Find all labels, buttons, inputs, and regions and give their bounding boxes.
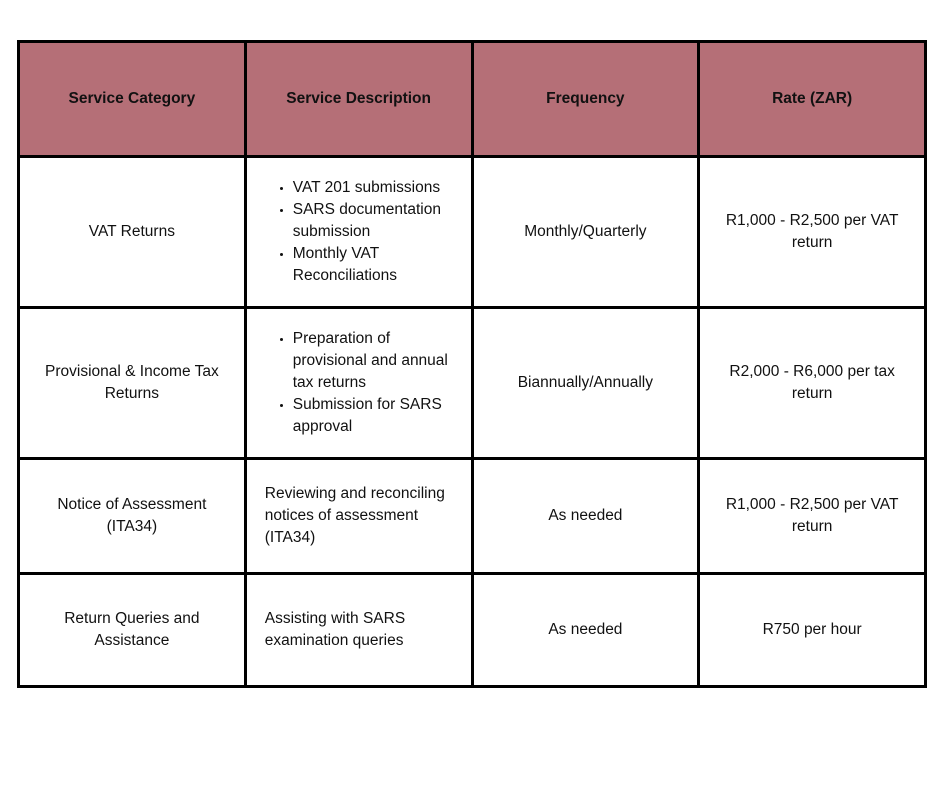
services-table-container — [17, 40, 924, 688]
cell-description: Reviewing and reconciling notices of assessment (ITA34) — [245, 459, 472, 574]
description-list-item: • Submission for SARS approval — [293, 394, 457, 438]
cell-description: Assisting with SARS examination queries — [245, 574, 472, 687]
description-list-item: • VAT 201 submissions — [293, 177, 457, 199]
cell-category: VAT Returns — [19, 157, 246, 308]
cell-description — [245, 308, 472, 459]
cell-frequency: Biannually/Annually — [472, 308, 699, 459]
cell-frequency: As needed — [472, 459, 699, 574]
header-service-category: Service Category — [19, 42, 246, 157]
cell-category: Return Queries and Assistance — [19, 574, 246, 687]
cell-frequency: As needed — [472, 574, 699, 687]
header-service-description: Service Description — [245, 42, 472, 157]
table-row — [19, 308, 926, 459]
header-rate: Rate (ZAR) — [699, 42, 926, 157]
cell-category: Provisional & Income Tax Returns — [19, 308, 246, 459]
description-list-item: • Monthly VAT Reconciliations — [293, 243, 457, 287]
table-row — [19, 157, 926, 308]
description-list-item: • Preparation of provisional and annual tax returns — [293, 328, 457, 394]
cell-rate: R1,000 - R2,500 per VAT return — [699, 157, 926, 308]
services-pricing-table — [17, 40, 927, 688]
cell-description — [245, 157, 472, 308]
header-frequency: Frequency — [472, 42, 699, 157]
cell-rate: R2,000 - R6,000 per tax return — [699, 308, 926, 459]
table-row — [19, 574, 926, 687]
cell-rate: R1,000 - R2,500 per VAT return — [699, 459, 926, 574]
description-list-item: • SARS documentation submission — [293, 199, 457, 243]
description-list — [265, 177, 457, 287]
cell-frequency: Monthly/Quarterly — [472, 157, 699, 308]
table-header-row — [19, 42, 926, 157]
description-list — [265, 328, 457, 438]
cell-rate: R750 per hour — [699, 574, 926, 687]
table-row — [19, 459, 926, 574]
cell-category: Notice of Assessment (ITA34) — [19, 459, 246, 574]
